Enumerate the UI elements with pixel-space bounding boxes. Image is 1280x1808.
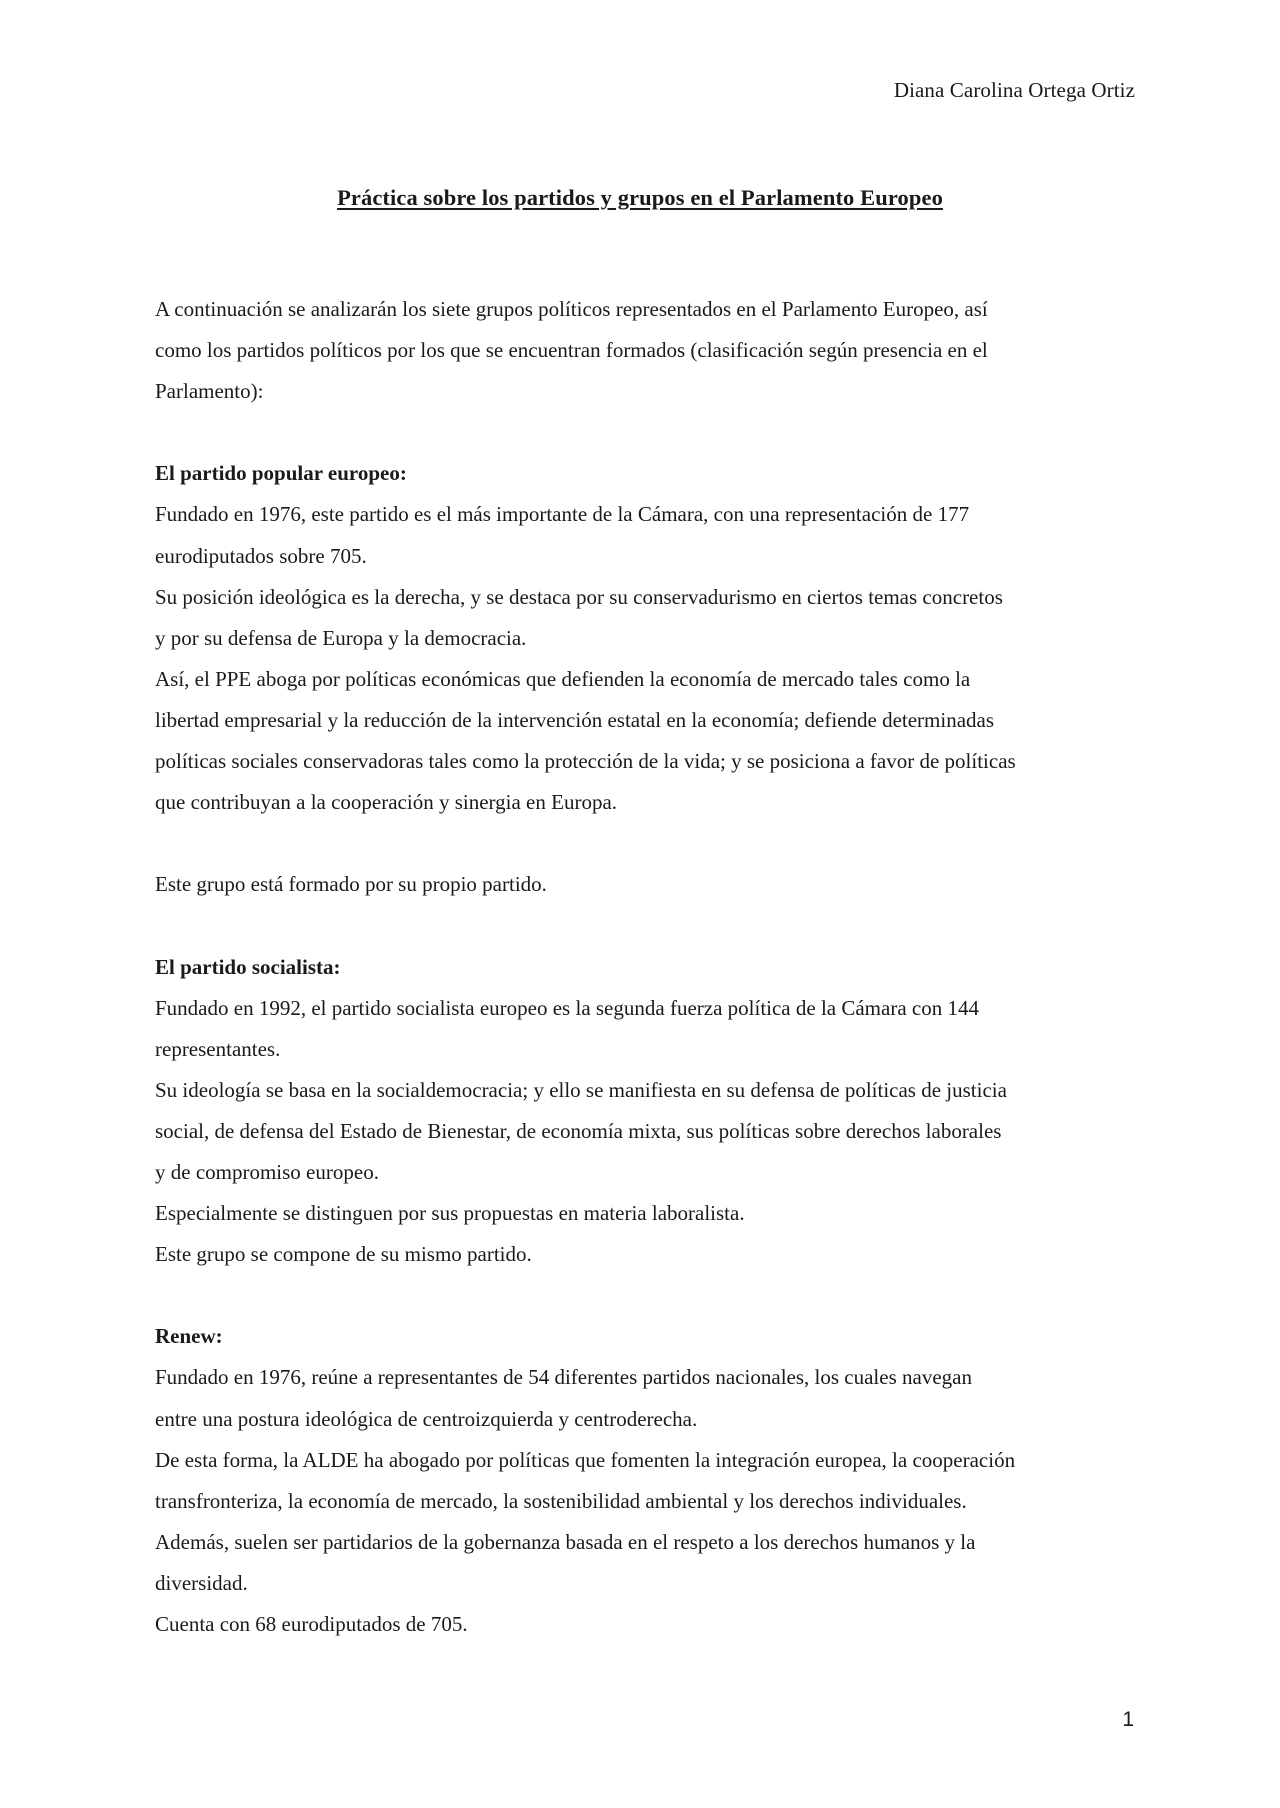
- section-line: Fundado en 1976, este partido es el más importante de la Cámara, con una representación de 177: [155, 502, 970, 527]
- intro-line: A continuación se analizarán los siete grupos políticos representados en el Parlamento Europeo, así: [155, 297, 988, 321]
- section-heading-renew: Renew:: [155, 1324, 223, 1349]
- section-line: entre una postura ideológica de centroizquierda y centroderecha.: [155, 1406, 698, 1431]
- section-heading-ppe: El partido popular europeo:: [155, 461, 407, 486]
- section-line: Especialmente se distinguen por sus propuestas en materia laboralista.: [155, 1201, 745, 1226]
- section-heading-socialista: El partido socialista:: [155, 954, 341, 979]
- section-line: representantes.: [155, 1036, 281, 1061]
- section-line: Fundado en 1976, reúne a representantes de 54 diferentes partidos nacionales, los cuales navegan: [155, 1365, 972, 1390]
- blank-line: [155, 905, 1140, 946]
- page-title: Práctica sobre los partidos y grupos en el Parlamento Europeo: [337, 185, 943, 210]
- header-author: Diana Carolina Ortega Ortiz: [893, 78, 1135, 102]
- intro-line: como los partidos políticos por los que se encuentran formados (clasificación según presencia en el: [155, 338, 988, 363]
- section-line: transfronteriza, la economía de mercado, la sostenibilidad ambiental y los derechos individuales.: [155, 1488, 967, 1513]
- section-line: y por su defensa de Europa y la democracia.: [155, 625, 527, 650]
- section-line: diversidad.: [155, 1570, 248, 1595]
- section-line: Su ideología se basa en la socialdemocracia; y ello se manifiesta en su defensa de políticas de justicia: [155, 1077, 1007, 1102]
- section-line: De esta forma, la ALDE ha abogado por políticas que fomenten la integración europea, la cooperación: [155, 1447, 1016, 1472]
- section-line: social, de defensa del Estado de Bienestar, de economía mixta, sus políticas sobre derechos laborales: [155, 1118, 1002, 1143]
- section-line: Fundado en 1992, el partido socialista europeo es la segunda fuerza política de la Cámara con 144: [155, 995, 979, 1020]
- section-line: libertad empresarial y la reducción de la intervención estatal en la economía; defiende determinadas: [155, 707, 995, 732]
- blank-line: [155, 412, 1140, 453]
- section-line: Así, el PPE aboga por políticas económicas que defienden la economía de mercado tales como la: [155, 666, 971, 691]
- section-line: Cuenta con 68 eurodiputados de 705.: [155, 1612, 468, 1636]
- blank-line: [155, 1275, 1140, 1316]
- section-line: Su posición ideológica es la derecha, y se destaca por su conservadurismo en ciertos temas concretos: [155, 584, 1003, 609]
- page-number: 1: [1122, 1708, 1134, 1731]
- section-line: Además, suelen ser partidarios de la gobernanza basada en el respeto a los derechos humanos y la: [155, 1529, 976, 1554]
- section-closing: Este grupo está formado por su propio partido.: [155, 872, 547, 897]
- blank-line: [155, 823, 1140, 864]
- document-body: [155, 289, 1140, 1645]
- section-line: Este grupo se compone de su mismo partido.: [155, 1242, 532, 1267]
- section-line: que contribuyan a la cooperación y sinergia en Europa.: [155, 790, 618, 815]
- section-line: políticas sociales conservadoras tales como la protección de la vida; y se posiciona a favor de políticas: [155, 749, 1016, 774]
- intro-line: Parlamento):: [155, 379, 264, 404]
- section-line: eurodiputados sobre 705.: [155, 543, 367, 568]
- section-line: y de compromiso europeo.: [155, 1159, 379, 1184]
